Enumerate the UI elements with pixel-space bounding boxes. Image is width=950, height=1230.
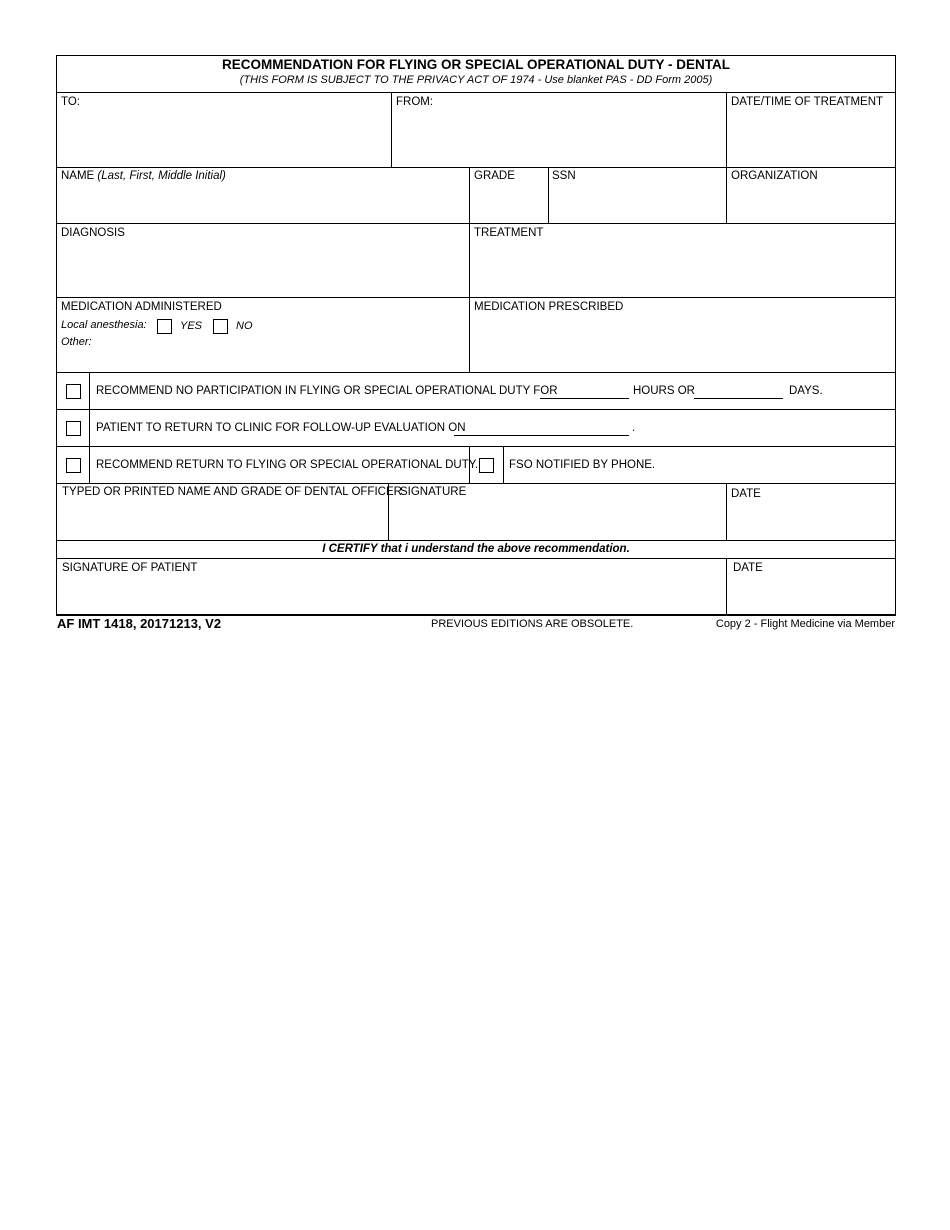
datetime-label: DATE/TIME OF TREATMENT [731, 96, 884, 108]
row-divider [56, 540, 896, 541]
datetime-field[interactable] [728, 110, 893, 165]
other-label: Other: [61, 336, 92, 348]
ssn-label: SSN [552, 170, 576, 182]
from-label: FROM: [396, 96, 434, 108]
patient-signature-label: SIGNATURE OF PATIENT [62, 562, 198, 574]
row-divider [56, 372, 896, 373]
follow-up-period: . [632, 422, 636, 434]
officer-signature-label: SIGNATURE [400, 486, 467, 498]
row-divider [56, 409, 896, 410]
copy-notice: Copy 2 - Flight Medicine via Member [715, 618, 895, 630]
anesthesia-no-checkbox[interactable] [213, 319, 228, 334]
col-divider [469, 167, 470, 372]
officer-date-field[interactable] [728, 502, 893, 538]
follow-up-checkbox[interactable] [66, 421, 81, 436]
grade-field[interactable] [471, 185, 546, 221]
col-divider [726, 483, 727, 540]
days-label: DAYS. [789, 385, 823, 397]
patient-signature-field[interactable] [58, 576, 724, 612]
med-prescribed-label: MEDICATION PRESCRIBED [474, 301, 624, 313]
obsolete-notice: PREVIOUS EDITIONS ARE OBSOLETE. [431, 618, 634, 630]
no-participation-checkbox[interactable] [66, 384, 81, 399]
anesthesia-yes-checkbox[interactable] [157, 319, 172, 334]
officer-date-label: DATE [731, 488, 761, 500]
hours-blank[interactable] [540, 398, 629, 399]
grade-label: GRADE [474, 170, 515, 182]
diagnosis-label: DIAGNOSIS [61, 227, 125, 239]
row-divider [56, 92, 896, 93]
row-divider [56, 446, 896, 447]
col-divider [89, 372, 90, 483]
patient-date-label: DATE [733, 562, 763, 574]
anesthesia-yes-label: YES [180, 320, 203, 332]
col-divider [391, 92, 392, 167]
med-prescribed-field[interactable] [471, 316, 893, 370]
col-divider [726, 558, 727, 615]
organization-field[interactable] [728, 185, 893, 221]
anesthesia-no-label: NO [236, 320, 253, 332]
local-anesthesia-label: Local anesthesia: [61, 319, 147, 331]
other-field[interactable] [96, 335, 464, 365]
ssn-field[interactable] [550, 185, 724, 221]
border-top [56, 55, 896, 56]
fso-notified-checkbox[interactable] [479, 458, 494, 473]
treatment-label: TREATMENT [474, 227, 544, 239]
border-left [56, 55, 57, 615]
name-label-hint: (Last, First, Middle Initial) [97, 170, 226, 182]
name-field[interactable] [58, 185, 466, 221]
border-right [895, 55, 896, 615]
row-divider [56, 167, 896, 168]
hours-or-label: HOURS OR [633, 385, 695, 397]
days-blank[interactable] [694, 398, 783, 399]
col-divider [726, 92, 727, 223]
row-divider [56, 483, 896, 484]
officer-name-label: TYPED OR PRINTED NAME AND GRADE OF DENTAL OFFICER [62, 486, 402, 498]
patient-date-field[interactable] [728, 576, 893, 612]
med-admin-label: MEDICATION ADMINISTERED [61, 301, 222, 313]
officer-signature-field[interactable] [390, 500, 724, 538]
follow-up-date-blank[interactable] [454, 435, 629, 436]
return-duty-checkbox[interactable] [66, 458, 81, 473]
diagnosis-field[interactable] [58, 242, 466, 295]
row-divider [56, 297, 896, 298]
form-title: RECOMMENDATION FOR FLYING OR SPECIAL OPERATIONAL DUTY - DENTAL [221, 57, 731, 72]
follow-up-label: PATIENT TO RETURN TO CLINIC FOR FOLLOW-UP EVALUATION ON [96, 422, 466, 434]
name-label [61, 170, 226, 182]
name-label-main: NAME [61, 170, 98, 182]
treatment-field[interactable] [471, 242, 893, 295]
fso-notified-label: FSO NOTIFIED BY PHONE. [509, 459, 656, 471]
organization-label: ORGANIZATION [731, 170, 818, 182]
no-participation-label: RECOMMEND NO PARTICIPATION IN FLYING OR SPECIAL OPERATIONAL DUTY FOR [96, 385, 558, 397]
row-divider [56, 223, 896, 224]
privacy-notice: (THIS FORM IS SUBJECT TO THE PRIVACY ACT OF 1974 - Use blanket PAS - DD Form 2005) [239, 74, 713, 86]
col-divider [503, 446, 504, 483]
col-divider [548, 167, 549, 223]
return-duty-label: RECOMMEND RETURN TO FLYING OR SPECIAL OPERATIONAL DUTY. [96, 459, 479, 471]
to-field[interactable] [58, 110, 388, 165]
form-id: AF IMT 1418, 20171213, V2 [57, 616, 222, 631]
row-divider [56, 558, 896, 559]
officer-name-field[interactable] [58, 500, 386, 538]
from-field[interactable] [393, 110, 723, 165]
certify-statement: I CERTIFY that i understand the above recommendation. [322, 543, 630, 555]
to-label: TO: [61, 96, 80, 108]
